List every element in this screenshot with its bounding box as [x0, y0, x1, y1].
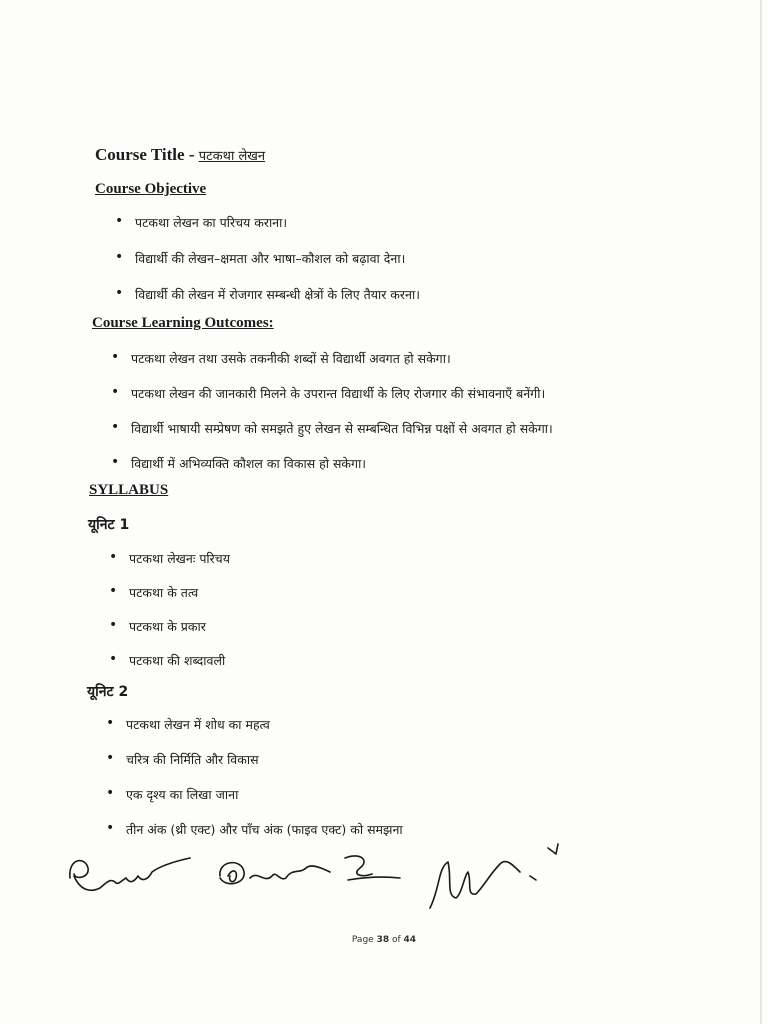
- list-item: • पटकथा लेखन की जानकारी मिलने के उपरान्त विद्यार्थी के लिए रोजगार की संभावनाएँ बनेंगी।: [111, 385, 553, 420]
- course-objective-heading: Course Objective: [95, 181, 207, 197]
- course-title-value: पटकथा लेखन: [198, 149, 266, 164]
- footer-page-word: Page: [351, 935, 374, 945]
- signature-3: [345, 856, 400, 880]
- list-item: • पटकथा लेखन में शोध का महत्व: [106, 716, 403, 751]
- unit-1-list: [109, 550, 230, 669]
- list-item: • तीन अंक (थ्री एक्ट) और पाँच अंक (फाइव एक्ट) को समझना: [106, 821, 403, 838]
- outcomes-list: [111, 350, 553, 472]
- list-item: • विद्यार्थी की लेखन में रोजगार सम्बन्धी क्षेत्रों के लिए तैयार करना।: [115, 286, 420, 303]
- footer-page-number: 38: [376, 935, 390, 945]
- signature-4: [430, 844, 558, 908]
- list-item: • पटकथा के प्रकार: [109, 618, 230, 652]
- syllabus-heading: SYLLABUS: [89, 482, 169, 498]
- list-item: • पटकथा की शब्दावली: [109, 652, 230, 669]
- unit-2-list: [106, 716, 403, 838]
- list-item: • पटकथा के तत्व: [109, 584, 230, 618]
- list-item: • पटकथा लेखन तथा उसके तकनीकी शब्दों से विद्यार्थी अवगत हो सकेगा।: [111, 350, 553, 385]
- list-item: • विद्यार्थी में अभिव्यक्ति कौशल का विकास हो सकेगा।: [111, 455, 553, 472]
- list-item: • पटकथा लेखनः परिचय: [109, 550, 230, 584]
- signature-1: [70, 858, 190, 890]
- footer-of-word: of: [391, 935, 401, 945]
- course-title: [95, 145, 265, 165]
- list-item: • पटकथा लेखन का परिचय कराना।: [115, 214, 420, 250]
- list-item: • विद्यार्थी की लेखन–क्षमता और भाषा–कौशल को बढ़ावा देना।: [115, 250, 420, 286]
- learning-outcomes-heading: Course Learning Outcomes:: [92, 315, 274, 331]
- list-item: • विद्यार्थी भाषायी सम्प्रेषण को समझते हुए लेखन से सम्बन्धित विभिन्न पक्षों से अवगत हो सकेगा।: [111, 420, 553, 455]
- signatures: [60, 838, 580, 918]
- unit-1-title: यूनिट 1: [88, 517, 130, 533]
- unit-2-title: यूनिट 2: [87, 684, 129, 700]
- page-edge: [760, 0, 762, 1024]
- objectives-list: [115, 214, 420, 303]
- course-title-label: Course Title -: [95, 145, 195, 164]
- page-footer: [0, 935, 768, 945]
- list-item: • एक दृश्य का लिखा जाना: [106, 786, 403, 821]
- list-item: • चरित्र की निर्मिति और विकास: [106, 751, 403, 786]
- footer-total-pages: 44: [403, 935, 417, 945]
- signature-2: [220, 863, 330, 884]
